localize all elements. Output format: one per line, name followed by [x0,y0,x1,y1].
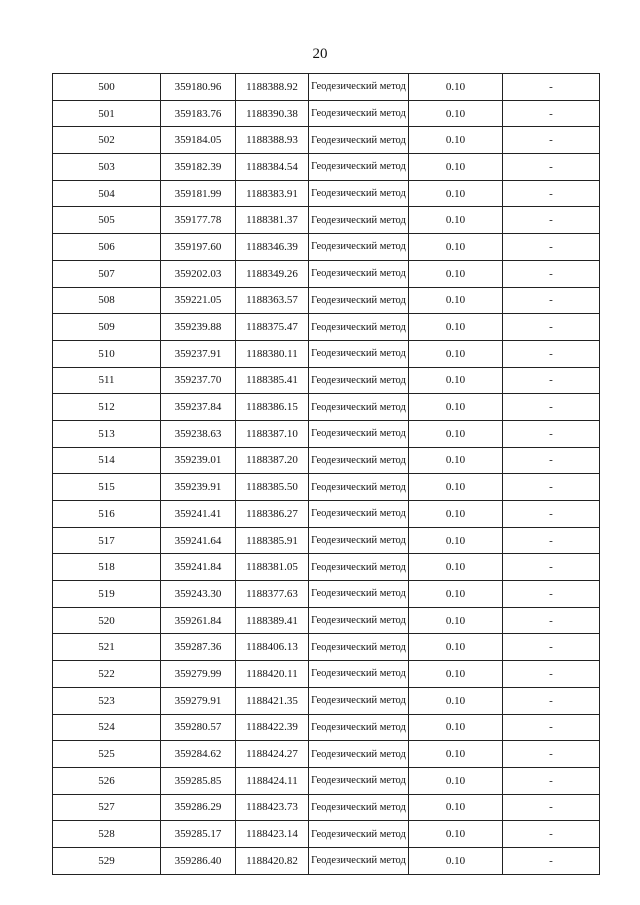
accuracy-cell: 0.10 [409,420,503,447]
accuracy-cell: 0.10 [409,340,503,367]
accuracy-cell: 0.10 [409,234,503,261]
point-number-cell: 504 [53,180,161,207]
description-cell: - [503,74,600,101]
accuracy-cell: 0.10 [409,767,503,794]
table-row [53,501,600,528]
y-coordinate-cell: 1188385.50 [236,474,309,501]
y-coordinate-cell: 1188389.41 [236,607,309,634]
y-coordinate-cell: 1188380.11 [236,340,309,367]
accuracy-cell: 0.10 [409,527,503,554]
description-cell: - [503,714,600,741]
x-coordinate-cell: 359261.84 [161,607,236,634]
accuracy-cell: 0.10 [409,74,503,101]
accuracy-cell: 0.10 [409,100,503,127]
point-number-cell: 512 [53,394,161,421]
method-cell: Геодезический метод [309,554,409,581]
point-number-cell: 513 [53,420,161,447]
point-number-cell: 503 [53,154,161,181]
table-row [53,554,600,581]
x-coordinate-cell: 359280.57 [161,714,236,741]
accuracy-cell: 0.10 [409,127,503,154]
table-row [53,180,600,207]
y-coordinate-cell: 1188423.73 [236,794,309,821]
x-coordinate-cell: 359243.30 [161,581,236,608]
accuracy-cell: 0.10 [409,367,503,394]
point-number-cell: 502 [53,127,161,154]
x-coordinate-cell: 359237.70 [161,367,236,394]
point-number-cell: 501 [53,100,161,127]
method-cell: Геодезический метод [309,127,409,154]
accuracy-cell: 0.10 [409,741,503,768]
table-row [53,474,600,501]
method-cell: Геодезический метод [309,74,409,101]
accuracy-cell: 0.10 [409,314,503,341]
method-cell: Геодезический метод [309,847,409,874]
method-cell: Геодезический метод [309,794,409,821]
point-number-cell: 514 [53,447,161,474]
y-coordinate-cell: 1188346.39 [236,234,309,261]
accuracy-cell: 0.10 [409,207,503,234]
description-cell: - [503,634,600,661]
x-coordinate-cell: 359241.41 [161,501,236,528]
description-cell: - [503,687,600,714]
description-cell: - [503,821,600,848]
description-cell: - [503,847,600,874]
point-number-cell: 510 [53,340,161,367]
coordinates-table [52,73,600,875]
accuracy-cell: 0.10 [409,260,503,287]
x-coordinate-cell: 359241.64 [161,527,236,554]
table-row [53,527,600,554]
table-row [53,447,600,474]
method-cell: Геодезический метод [309,154,409,181]
x-coordinate-cell: 359177.78 [161,207,236,234]
table-row [53,314,600,341]
description-cell: - [503,234,600,261]
point-number-cell: 527 [53,794,161,821]
description-cell: - [503,394,600,421]
accuracy-cell: 0.10 [409,581,503,608]
point-number-cell: 517 [53,527,161,554]
accuracy-cell: 0.10 [409,634,503,661]
point-number-cell: 520 [53,607,161,634]
accuracy-cell: 0.10 [409,714,503,741]
y-coordinate-cell: 1188406.13 [236,634,309,661]
method-cell: Геодезический метод [309,714,409,741]
table-row [53,741,600,768]
description-cell: - [503,127,600,154]
method-cell: Геодезический метод [309,821,409,848]
method-cell: Геодезический метод [309,180,409,207]
y-coordinate-cell: 1188423.14 [236,821,309,848]
y-coordinate-cell: 1188422.39 [236,714,309,741]
accuracy-cell: 0.10 [409,821,503,848]
description-cell: - [503,741,600,768]
table-row [53,340,600,367]
description-cell: - [503,340,600,367]
y-coordinate-cell: 1188385.91 [236,527,309,554]
point-number-cell: 521 [53,634,161,661]
point-number-cell: 519 [53,581,161,608]
method-cell: Геодезический метод [309,100,409,127]
x-coordinate-cell: 359237.84 [161,394,236,421]
x-coordinate-cell: 359287.36 [161,634,236,661]
y-coordinate-cell: 1188385.41 [236,367,309,394]
y-coordinate-cell: 1188421.35 [236,687,309,714]
point-number-cell: 528 [53,821,161,848]
table-row [53,154,600,181]
accuracy-cell: 0.10 [409,180,503,207]
y-coordinate-cell: 1188420.11 [236,661,309,688]
x-coordinate-cell: 359279.91 [161,687,236,714]
x-coordinate-cell: 359285.85 [161,767,236,794]
y-coordinate-cell: 1188383.91 [236,180,309,207]
point-number-cell: 524 [53,714,161,741]
description-cell: - [503,554,600,581]
y-coordinate-cell: 1188349.26 [236,260,309,287]
point-number-cell: 500 [53,74,161,101]
accuracy-cell: 0.10 [409,794,503,821]
description-cell: - [503,607,600,634]
method-cell: Геодезический метод [309,420,409,447]
table-row [53,581,600,608]
table-row [53,794,600,821]
table-row [53,367,600,394]
accuracy-cell: 0.10 [409,687,503,714]
table-row [53,100,600,127]
point-number-cell: 516 [53,501,161,528]
x-coordinate-cell: 359279.99 [161,661,236,688]
accuracy-cell: 0.10 [409,287,503,314]
method-cell: Геодезический метод [309,394,409,421]
table-row [53,847,600,874]
description-cell: - [503,420,600,447]
description-cell: - [503,661,600,688]
method-cell: Геодезический метод [309,367,409,394]
table-row [53,74,600,101]
accuracy-cell: 0.10 [409,501,503,528]
table-row [53,287,600,314]
table-row [53,207,600,234]
y-coordinate-cell: 1188384.54 [236,154,309,181]
description-cell: - [503,501,600,528]
table-row [53,714,600,741]
table-row [53,767,600,794]
method-cell: Геодезический метод [309,314,409,341]
point-number-cell: 523 [53,687,161,714]
method-cell: Геодезический метод [309,607,409,634]
point-number-cell: 511 [53,367,161,394]
x-coordinate-cell: 359181.99 [161,180,236,207]
point-number-cell: 515 [53,474,161,501]
method-cell: Геодезический метод [309,581,409,608]
method-cell: Геодезический метод [309,767,409,794]
description-cell: - [503,260,600,287]
table-row [53,394,600,421]
y-coordinate-cell: 1188420.82 [236,847,309,874]
x-coordinate-cell: 359237.91 [161,340,236,367]
y-coordinate-cell: 1188363.57 [236,287,309,314]
point-number-cell: 525 [53,741,161,768]
x-coordinate-cell: 359239.88 [161,314,236,341]
y-coordinate-cell: 1188424.11 [236,767,309,794]
description-cell: - [503,447,600,474]
x-coordinate-cell: 359197.60 [161,234,236,261]
table-row [53,260,600,287]
method-cell: Геодезический метод [309,634,409,661]
description-cell: - [503,100,600,127]
y-coordinate-cell: 1188381.37 [236,207,309,234]
accuracy-cell: 0.10 [409,847,503,874]
table-row [53,634,600,661]
description-cell: - [503,154,600,181]
x-coordinate-cell: 359202.03 [161,260,236,287]
y-coordinate-cell: 1188386.15 [236,394,309,421]
y-coordinate-cell: 1188390.38 [236,100,309,127]
x-coordinate-cell: 359184.05 [161,127,236,154]
table-row [53,607,600,634]
description-cell: - [503,527,600,554]
point-number-cell: 507 [53,260,161,287]
description-cell: - [503,474,600,501]
accuracy-cell: 0.10 [409,661,503,688]
description-cell: - [503,581,600,608]
table-row [53,420,600,447]
description-cell: - [503,314,600,341]
point-number-cell: 505 [53,207,161,234]
table-row [53,234,600,261]
description-cell: - [503,287,600,314]
method-cell: Геодезический метод [309,474,409,501]
description-cell: - [503,180,600,207]
method-cell: Геодезический метод [309,527,409,554]
y-coordinate-cell: 1188387.10 [236,420,309,447]
point-number-cell: 518 [53,554,161,581]
y-coordinate-cell: 1188386.27 [236,501,309,528]
table-row [53,821,600,848]
accuracy-cell: 0.10 [409,447,503,474]
point-number-cell: 529 [53,847,161,874]
point-number-cell: 508 [53,287,161,314]
x-coordinate-cell: 359239.91 [161,474,236,501]
y-coordinate-cell: 1188388.93 [236,127,309,154]
x-coordinate-cell: 359221.05 [161,287,236,314]
x-coordinate-cell: 359285.17 [161,821,236,848]
method-cell: Геодезический метод [309,447,409,474]
accuracy-cell: 0.10 [409,554,503,581]
table-row [53,661,600,688]
method-cell: Геодезический метод [309,661,409,688]
x-coordinate-cell: 359284.62 [161,741,236,768]
table-row [53,127,600,154]
point-number-cell: 522 [53,661,161,688]
table-row [53,687,600,714]
method-cell: Геодезический метод [309,207,409,234]
method-cell: Геодезический метод [309,287,409,314]
x-coordinate-cell: 359286.40 [161,847,236,874]
x-coordinate-cell: 359182.39 [161,154,236,181]
x-coordinate-cell: 359286.29 [161,794,236,821]
y-coordinate-cell: 1188388.92 [236,74,309,101]
method-cell: Геодезический метод [309,260,409,287]
description-cell: - [503,207,600,234]
description-cell: - [503,367,600,394]
method-cell: Геодезический метод [309,741,409,768]
coordinates-table-body [53,74,600,875]
accuracy-cell: 0.10 [409,154,503,181]
y-coordinate-cell: 1188381.05 [236,554,309,581]
method-cell: Геодезический метод [309,340,409,367]
accuracy-cell: 0.10 [409,394,503,421]
point-number-cell: 506 [53,234,161,261]
x-coordinate-cell: 359241.84 [161,554,236,581]
method-cell: Геодезический метод [309,501,409,528]
point-number-cell: 509 [53,314,161,341]
point-number-cell: 526 [53,767,161,794]
x-coordinate-cell: 359180.96 [161,74,236,101]
method-cell: Геодезический метод [309,234,409,261]
accuracy-cell: 0.10 [409,607,503,634]
description-cell: - [503,794,600,821]
y-coordinate-cell: 1188375.47 [236,314,309,341]
method-cell: Геодезический метод [309,687,409,714]
x-coordinate-cell: 359238.63 [161,420,236,447]
y-coordinate-cell: 1188424.27 [236,741,309,768]
x-coordinate-cell: 359183.76 [161,100,236,127]
y-coordinate-cell: 1188387.20 [236,447,309,474]
description-cell: - [503,767,600,794]
accuracy-cell: 0.10 [409,474,503,501]
x-coordinate-cell: 359239.01 [161,447,236,474]
page-number: 20 [312,46,328,62]
y-coordinate-cell: 1188377.63 [236,581,309,608]
